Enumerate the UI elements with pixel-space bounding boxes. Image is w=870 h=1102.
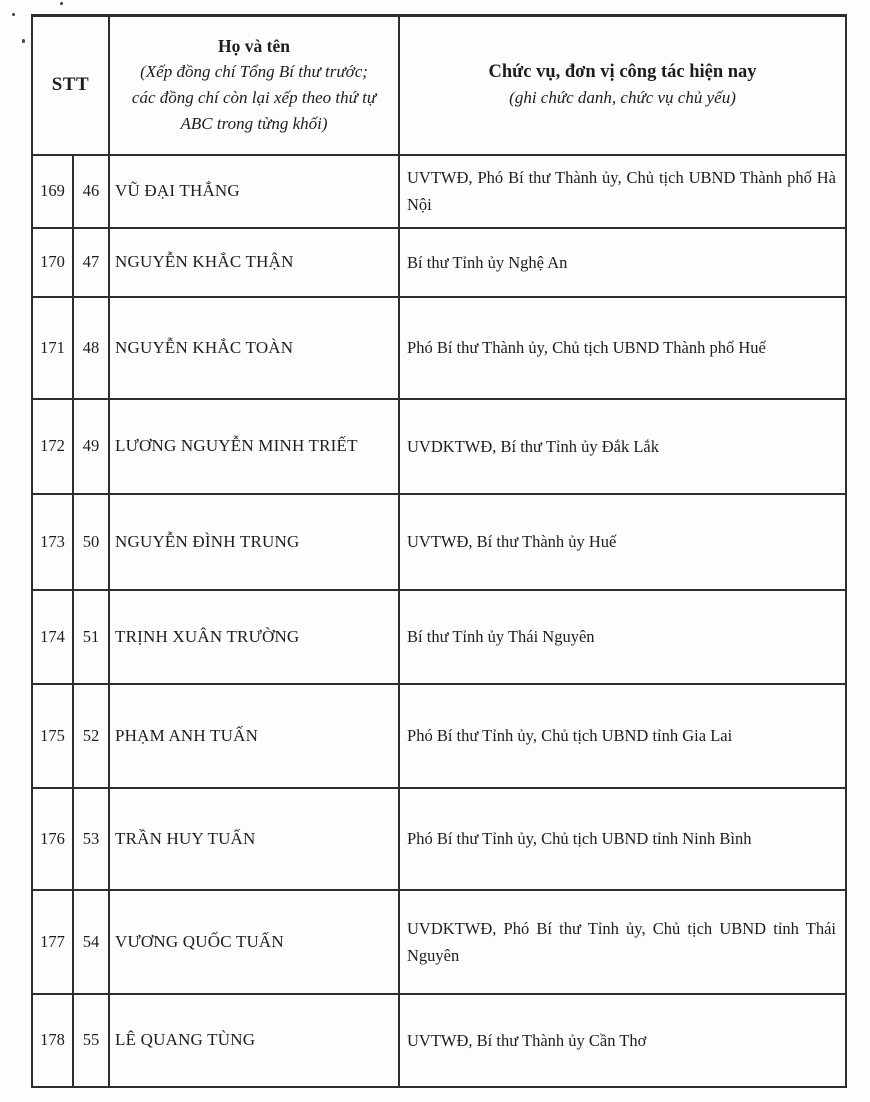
row-serial-number: 177 xyxy=(32,890,73,994)
table-row xyxy=(32,890,846,994)
table-row xyxy=(32,399,846,494)
row-serial-number: 178 xyxy=(32,994,73,1087)
row-group-number: 55 xyxy=(73,994,109,1087)
row-full-name: LÊ QUANG TÙNG xyxy=(109,994,399,1087)
row-full-name: TRỊNH XUÂN TRƯỜNG xyxy=(109,590,399,684)
row-position: UVDKTWĐ, Bí thư Tỉnh ủy Đắk Lắk xyxy=(399,399,846,494)
row-position: UVTWĐ, Phó Bí thư Thành ủy, Chủ tịch UBND Thành phố Hà Nội xyxy=(399,155,846,228)
scan-speck xyxy=(60,2,63,5)
table-row xyxy=(32,590,846,684)
row-position: Phó Bí thư Tỉnh ủy, Chủ tịch UBND tỉnh Gia Lai xyxy=(399,684,846,788)
officials-roster-table xyxy=(31,14,847,1088)
table-body xyxy=(32,155,846,1087)
row-position: UVTWĐ, Bí thư Thành ủy Cần Thơ xyxy=(399,994,846,1087)
row-full-name: LƯƠNG NGUYỄN MINH TRIẾT xyxy=(109,399,399,494)
table-row xyxy=(32,494,846,590)
row-position: UVTWĐ, Bí thư Thành ủy Huế xyxy=(399,494,846,590)
row-position: Phó Bí thư Thành ủy, Chủ tịch UBND Thành phố Huế xyxy=(399,297,846,399)
row-serial-number: 173 xyxy=(32,494,73,590)
scan-speck xyxy=(22,39,25,43)
table-row xyxy=(32,994,846,1087)
row-group-number: 51 xyxy=(73,590,109,684)
row-serial-number: 175 xyxy=(32,684,73,788)
row-serial-number: 171 xyxy=(32,297,73,399)
row-group-number: 50 xyxy=(73,494,109,590)
row-group-number: 52 xyxy=(73,684,109,788)
header-name-note-line: ABC trong từng khối) xyxy=(180,114,328,134)
row-full-name: NGUYỄN ĐÌNH TRUNG xyxy=(109,494,399,590)
header-name-note-line: (Xếp đồng chí Tổng Bí thư trước; xyxy=(140,62,368,82)
row-full-name: TRẦN HUY TUẤN xyxy=(109,788,399,890)
row-full-name: NGUYỄN KHẮC TOÀN xyxy=(109,297,399,399)
row-group-number: 47 xyxy=(73,228,109,297)
row-full-name: VŨ ĐẠI THẮNG xyxy=(109,155,399,228)
table-header xyxy=(32,16,846,155)
row-position: Bí thư Tỉnh ủy Thái Nguyên xyxy=(399,590,846,684)
row-full-name: VƯƠNG QUỐC TUẤN xyxy=(109,890,399,994)
table-row xyxy=(32,788,846,890)
row-serial-number: 170 xyxy=(32,228,73,297)
table-row xyxy=(32,684,846,788)
header-name-title: Họ và tên xyxy=(218,36,290,57)
row-full-name: PHẠM ANH TUẤN xyxy=(109,684,399,788)
row-position: Bí thư Tỉnh ủy Nghệ An xyxy=(399,228,846,297)
row-group-number: 49 xyxy=(73,399,109,494)
header-cell-stt: STT xyxy=(32,16,109,155)
row-serial-number: 169 xyxy=(32,155,73,228)
row-group-number: 48 xyxy=(73,297,109,399)
row-position: UVDKTWĐ, Phó Bí thư Tỉnh ủy, Chủ tịch UBND tỉnh Thái Nguyên xyxy=(399,890,846,994)
row-full-name: NGUYỄN KHẮC THẬN xyxy=(109,228,399,297)
row-serial-number: 174 xyxy=(32,590,73,684)
header-cell-name xyxy=(109,16,399,155)
table-row xyxy=(32,297,846,399)
header-position-title: Chức vụ, đơn vị công tác hiện nay xyxy=(488,62,757,83)
row-serial-number: 176 xyxy=(32,788,73,890)
header-cell-position xyxy=(399,16,846,155)
row-group-number: 53 xyxy=(73,788,109,890)
header-name-note-line: các đồng chí còn lại xếp theo thứ tự xyxy=(131,88,377,108)
header-position-note: (ghi chức danh, chức vụ chủ yếu) xyxy=(509,88,736,108)
header-row xyxy=(32,16,846,155)
table-row xyxy=(32,155,846,228)
row-group-number: 46 xyxy=(73,155,109,228)
row-group-number: 54 xyxy=(73,890,109,994)
row-serial-number: 172 xyxy=(32,399,73,494)
table-row xyxy=(32,228,846,297)
row-position: Phó Bí thư Tỉnh ủy, Chủ tịch UBND tỉnh Ninh Bình xyxy=(399,788,846,890)
scan-speck xyxy=(12,13,15,16)
